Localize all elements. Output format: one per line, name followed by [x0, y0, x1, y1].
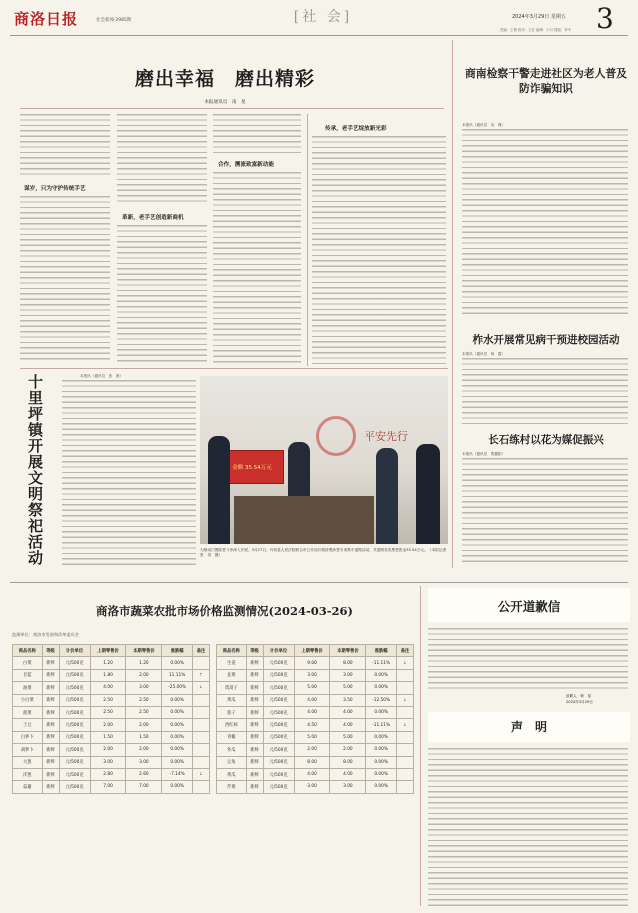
table-cell: 8.00 [330, 756, 366, 768]
table-row [13, 657, 210, 669]
column-header: 商品名称 [13, 645, 43, 657]
right-story-3-byline: 本报讯（通讯员 贾鑫阳） [462, 452, 506, 456]
photo-table [234, 496, 374, 544]
table-cell: 油菜 [13, 682, 43, 694]
right-column-divider [452, 40, 453, 568]
table-row [13, 669, 210, 681]
table-row [13, 682, 210, 694]
table-cell: 新鲜 [42, 682, 59, 694]
table-cell: 4.00 [294, 706, 330, 718]
table-cell: 元/500克 [59, 768, 90, 780]
lead-col3-text-b [213, 172, 301, 364]
table-cell: 2.00 [126, 719, 162, 731]
table-cell: 0.00% [366, 744, 397, 756]
table-cell: 新鲜 [42, 731, 59, 743]
section-box [278, 6, 368, 26]
table-cell: 3.00 [330, 781, 366, 793]
market-source: 监测单位：商洛市发展和改革委员会 [12, 632, 80, 637]
table-cell: 8.00 [330, 657, 366, 669]
table-cell: 0.00% [162, 706, 193, 718]
table-cell: 洋葱 [13, 768, 43, 780]
table-cell [192, 694, 209, 706]
table-cell: 1.20 [90, 657, 126, 669]
table-cell: 2.50 [126, 694, 162, 706]
column-header: 涨跌幅 [366, 645, 397, 657]
table-cell: 新鲜 [42, 694, 59, 706]
table-cell: 4.00 [330, 768, 366, 780]
lead-subhead-2: 革新，老手艺创造新商机 [122, 215, 184, 221]
table-cell: 3.00 [90, 756, 126, 768]
apology-title: 公开道歉信 [497, 599, 561, 614]
table-row [13, 768, 210, 780]
table-cell: 胡萝卜 [13, 744, 43, 756]
table-cell: 白菜 [13, 657, 43, 669]
table-cell: 新鲜 [42, 669, 59, 681]
table-row [217, 744, 414, 756]
table-cell [396, 731, 413, 743]
table-cell: 冬瓜 [217, 744, 247, 756]
table-header-row [217, 645, 414, 657]
right-story-3-text [462, 458, 628, 566]
table-cell: 9.00 [294, 657, 330, 669]
table-cell: 2.00 [90, 719, 126, 731]
table-cell [192, 744, 209, 756]
photo-person-1 [208, 436, 230, 544]
table-cell [396, 706, 413, 718]
table-cell: 1.50 [126, 731, 162, 743]
table-cell [192, 706, 209, 718]
table-cell: 元/500克 [263, 694, 294, 706]
table-cell: 西红柿 [217, 719, 247, 731]
table-cell: 白萝卜 [13, 731, 43, 743]
table-cell: 甘蓝 [13, 669, 43, 681]
table-cell: 大葱 [13, 756, 43, 768]
table-cell: 2.60 [126, 768, 162, 780]
table-cell: -11.11% [366, 657, 397, 669]
table-cell: 2.80 [90, 768, 126, 780]
table-cell: 新鲜 [42, 756, 59, 768]
table-cell: 0.00% [366, 669, 397, 681]
table-cell: 新鲜 [246, 682, 263, 694]
table-row [13, 706, 210, 718]
lead-col-divider [307, 114, 308, 366]
table-row [217, 706, 414, 718]
photo-person-3 [376, 448, 398, 544]
column-header: 本期零售价 [330, 645, 366, 657]
table-cell: 元/500克 [263, 669, 294, 681]
table-cell [192, 719, 209, 731]
photo-wall-logo [316, 416, 356, 456]
statement-text [428, 748, 628, 906]
price-table-left [12, 644, 210, 794]
photo-person-4 [416, 444, 440, 544]
table-cell: 新鲜 [42, 781, 59, 793]
right-story-1-text [462, 129, 628, 317]
table-cell: 1.50 [90, 731, 126, 743]
table-row [13, 694, 210, 706]
table-cell: 土豆 [13, 719, 43, 731]
table-cell: 3.00 [294, 781, 330, 793]
table-row [13, 781, 210, 793]
photo-banner: 平安先行 [364, 430, 408, 443]
notice-divider [420, 586, 421, 906]
table-cell [396, 756, 413, 768]
lead-col2-text-b [117, 225, 207, 365]
table-cell: 元/500克 [263, 768, 294, 780]
apology-date: 2024年3月29日 [566, 700, 593, 704]
table-cell: ↓ [396, 694, 413, 706]
editor-line: 责编：王微 校对：王红 编辑：小月 排版：李中 [500, 28, 572, 32]
table-cell: 2.00 [330, 744, 366, 756]
table-cell: 新鲜 [246, 731, 263, 743]
table-cell: 0.00% [366, 706, 397, 718]
table-row [13, 731, 210, 743]
table-cell: -7.14% [162, 768, 193, 780]
table-cell: 元/500克 [59, 657, 90, 669]
table-cell: 4.50 [294, 719, 330, 731]
table-cell [192, 731, 209, 743]
lead-col4-text [312, 136, 446, 364]
table-row [13, 744, 210, 756]
table-cell: 新鲜 [246, 744, 263, 756]
table-row [217, 781, 414, 793]
table-row [13, 719, 210, 731]
table-cell: ↓ [396, 719, 413, 731]
table-cell: 0.00% [366, 768, 397, 780]
vertical-story-divider [20, 368, 448, 369]
column-header: 备注 [396, 645, 413, 657]
table-cell: 小白菜 [13, 694, 43, 706]
table-cell: 元/500克 [59, 744, 90, 756]
table-cell [396, 669, 413, 681]
issue-date: 2024年3月29日 星期五 [512, 14, 566, 20]
table-row [217, 768, 414, 780]
table-cell: 新鲜 [246, 719, 263, 731]
table-cell: 11.11% [162, 669, 193, 681]
table-cell [192, 756, 209, 768]
table-cell: ↓ [192, 768, 209, 780]
lead-col2-text-a [117, 114, 207, 206]
table-row [13, 756, 210, 768]
vertical-story-title: 十里坪镇开展文明祭祀活动 [26, 374, 44, 566]
table-cell: 5.00 [294, 682, 330, 694]
table-cell: 0.00% [366, 756, 397, 768]
table-cell: 7.00 [90, 781, 126, 793]
column-header: 计价单位 [59, 645, 90, 657]
table-cell: 0.00% [162, 744, 193, 756]
photo-sign-text: 金额 35.54万元 [232, 465, 272, 471]
column-header: 涨跌幅 [162, 645, 193, 657]
table-cell: 0.00% [366, 682, 397, 694]
market-title: 商洛市蔬菜农批市场价格监测情况(2024-03-26) [96, 604, 353, 618]
table-cell: 新鲜 [42, 768, 59, 780]
publisher-line: 社会新闻·2985期 [96, 18, 132, 23]
table-cell: 生姜 [217, 657, 247, 669]
apology-text [428, 628, 628, 690]
table-cell [396, 768, 413, 780]
price-table-right [216, 644, 414, 794]
table-cell: 元/500克 [59, 731, 90, 743]
vertical-story-text [62, 380, 196, 566]
table-cell: 元/500克 [263, 719, 294, 731]
table-cell: 0.00% [162, 756, 193, 768]
table-cell: 元/500克 [263, 756, 294, 768]
table-cell: 3.00 [294, 669, 330, 681]
lead-byline: 本报通讯员 南 星 [204, 100, 246, 105]
table-cell: 新鲜 [246, 756, 263, 768]
table-cell: 韭菜 [217, 669, 247, 681]
table-cell: 元/500克 [263, 706, 294, 718]
table-cell: ↓ [396, 657, 413, 669]
table-cell: 新鲜 [42, 744, 59, 756]
table-header-row [13, 645, 210, 657]
lead-subhead-1: 谋岁，只为守护传统手艺 [24, 186, 86, 192]
section-label: 社 会 [302, 9, 344, 25]
column-header: 等级 [246, 645, 263, 657]
table-cell: 0.00% [162, 657, 193, 669]
table-cell: 0.00% [162, 719, 193, 731]
table-cell: -11.11% [366, 719, 397, 731]
table-cell: 2.00 [294, 744, 330, 756]
table-cell: 蒜薹 [13, 781, 43, 793]
table-cell: 茼蒿子 [217, 682, 247, 694]
table-cell: 4.00 [294, 694, 330, 706]
table-cell: 新鲜 [246, 657, 263, 669]
table-cell: 0.00% [162, 781, 193, 793]
right-story-2-byline: 本报讯（通讯员 杨 霞） [462, 352, 506, 356]
market-table-left [12, 644, 210, 794]
right-story-3-title: 长石练村以花为媒促振兴 [488, 434, 604, 446]
right-story-2-title: 柞水开展常见病干预进校园活动 [472, 334, 620, 346]
vertical-story-byline: 本报讯（通讯员 张 晨） [80, 374, 124, 378]
lead-col1-text-a [20, 114, 110, 178]
table-cell: 元/500克 [263, 781, 294, 793]
table-cell: 菠菜 [13, 706, 43, 718]
lead-col3-text-a [213, 114, 301, 156]
table-cell: 2.00 [126, 669, 162, 681]
table-cell: 元/500克 [59, 756, 90, 768]
right-story-2-text [462, 358, 628, 426]
table-cell: 元/500克 [59, 669, 90, 681]
bracket-right-icon: ] [343, 9, 353, 25]
newspaper-logo: 商洛日报 [14, 10, 79, 28]
table-row [217, 669, 414, 681]
table-cell [396, 682, 413, 694]
table-cell: 茄子 [217, 706, 247, 718]
column-header: 商品名称 [217, 645, 247, 657]
table-cell: 1.80 [90, 669, 126, 681]
table-cell: -25.00% [162, 682, 193, 694]
table-cell: ↓ [192, 682, 209, 694]
table-cell: 新鲜 [42, 719, 59, 731]
right-story-1-byline: 本报讯（通讯员 吴 瑾） [462, 123, 506, 127]
table-cell: 7.00 [126, 781, 162, 793]
table-cell: 新鲜 [246, 694, 263, 706]
table-cell: 0.00% [162, 694, 193, 706]
table-cell: 8.00 [294, 756, 330, 768]
column-header: 备注 [192, 645, 209, 657]
table-row [217, 682, 414, 694]
table-cell: 4.00 [294, 768, 330, 780]
table-cell: 新鲜 [246, 669, 263, 681]
column-header: 计价单位 [263, 645, 294, 657]
table-cell: 3.00 [330, 669, 366, 681]
table-cell: 2.50 [90, 694, 126, 706]
table-cell: 新鲜 [246, 768, 263, 780]
column-header: 本期零售价 [126, 645, 162, 657]
table-cell: 元/500克 [59, 706, 90, 718]
right-story-1-title: 商南检察干警走进社区为老人普及防诈骗知识 [465, 67, 627, 95]
table-cell: 新鲜 [246, 706, 263, 718]
column-header: 上期零售价 [90, 645, 126, 657]
column-header: 上期零售价 [294, 645, 330, 657]
table-cell: 3.00 [126, 682, 162, 694]
table-cell: 4.00 [330, 719, 366, 731]
table-cell: ↑ [192, 669, 209, 681]
table-cell: 5.00 [330, 682, 366, 694]
table-row [217, 694, 414, 706]
lead-headline: 磨出幸福 磨出精彩 [134, 68, 315, 90]
table-row [217, 731, 414, 743]
table-cell: 新鲜 [246, 781, 263, 793]
table-cell [396, 781, 413, 793]
column-header: 等级 [42, 645, 59, 657]
masthead [0, 0, 638, 38]
lead-subhead-3: 合作，溯流致富新动能 [218, 162, 274, 168]
table-cell: 0.00% [162, 731, 193, 743]
table-row [217, 756, 414, 768]
market-table-right [216, 644, 414, 794]
lead-subhead-4: 传承，老手艺绽放新光彩 [325, 126, 387, 132]
table-cell [396, 744, 413, 756]
table-cell: 黄瓜 [217, 694, 247, 706]
table-cell: 元/500克 [263, 682, 294, 694]
table-cell: 3.50 [330, 694, 366, 706]
table-cell: 2.50 [126, 706, 162, 718]
table-cell: 0.00% [366, 781, 397, 793]
photo-caption: 为推动扫黑除恶斗争深入开展，3月27日，丹凤县人民法院联合市公安局开展涉黑涉恶专项集中退赔活动，共退赔各类黑恶资金35.54万元。（本报记者 张 岚 摄） [200, 548, 450, 558]
table-cell: 元/500克 [59, 682, 90, 694]
table-cell: 芹菜 [217, 781, 247, 793]
table-cell: 黄瓜 [217, 768, 247, 780]
masthead-rule [10, 35, 628, 36]
apology-signature: 致歉人：韩 星 [566, 694, 592, 698]
table-cell: 元/500克 [59, 694, 90, 706]
table-cell: 元/500克 [59, 719, 90, 731]
table-cell: 4.00 [90, 682, 126, 694]
table-cell: 2.00 [126, 744, 162, 756]
table-cell: 新鲜 [42, 706, 59, 718]
table-row [217, 657, 414, 669]
table-cell: -12.50% [366, 694, 397, 706]
table-cell: 0.00% [366, 731, 397, 743]
table-cell: 3.00 [126, 756, 162, 768]
lead-col1-text-b [20, 196, 110, 360]
table-cell [192, 657, 209, 669]
news-photo [200, 376, 448, 544]
table-cell: 新鲜 [42, 657, 59, 669]
table-cell: 4.00 [330, 706, 366, 718]
table-cell: 元/500克 [263, 657, 294, 669]
table-cell: 5.00 [294, 731, 330, 743]
table-cell: 豆角 [217, 756, 247, 768]
table-cell: 青椒 [217, 731, 247, 743]
table-cell [192, 781, 209, 793]
table-cell: 2.50 [90, 706, 126, 718]
bottom-section-rule [10, 582, 628, 583]
table-cell: 元/500克 [263, 731, 294, 743]
table-cell: 元/500克 [59, 781, 90, 793]
table-row [217, 719, 414, 731]
table-cell: 元/500克 [263, 744, 294, 756]
table-cell: 1.20 [126, 657, 162, 669]
bracket-left-icon: [ [293, 9, 303, 25]
lead-divider [20, 108, 444, 109]
statement-title: 声 明 [510, 720, 547, 734]
page-number: 3 [596, 2, 614, 35]
table-cell: 2.00 [90, 744, 126, 756]
table-cell: 5.00 [330, 731, 366, 743]
